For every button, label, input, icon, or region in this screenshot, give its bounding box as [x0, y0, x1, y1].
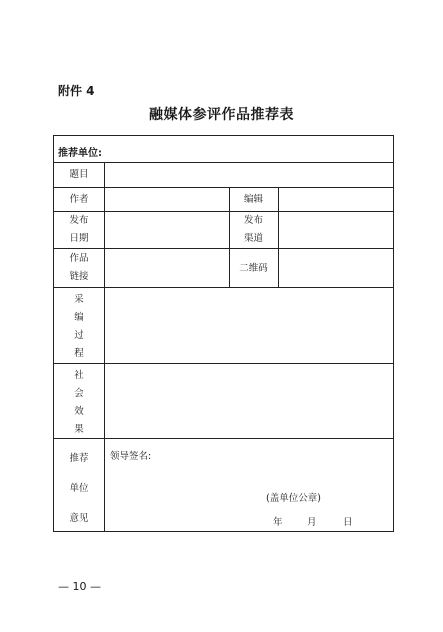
annex-label: 附件 4: [58, 84, 95, 98]
effect-char: 效: [74, 406, 84, 417]
title-label: 题目: [69, 169, 89, 180]
process-char: 过: [74, 330, 84, 341]
date-month: 月: [307, 517, 317, 528]
link-label-line1: 作品: [69, 253, 89, 264]
unit-label: 推荐单位:: [58, 148, 102, 159]
column-divider: [104, 162, 105, 531]
date-day: 日: [343, 517, 353, 528]
effect-char: 会: [74, 388, 84, 399]
rec-label-line2: 单位: [69, 483, 89, 494]
process-char: 采: [74, 294, 84, 305]
author-label: 作者: [69, 194, 89, 205]
process-char: 程: [74, 348, 84, 359]
channel-label-line2: 渠道: [243, 233, 263, 244]
pubdate-label-line2: 日期: [69, 233, 89, 244]
seal-note: (盖单位公章): [266, 493, 321, 504]
column-divider: [278, 187, 279, 287]
process-label: [54, 291, 104, 363]
channel-label-line1: 发布: [243, 215, 263, 226]
page-number: — 10 —: [58, 580, 101, 593]
editor-label: 编辑: [243, 194, 263, 205]
pubdate-label-line1: 发布: [69, 215, 89, 226]
recommendation-form: [53, 135, 394, 532]
process-char: 编: [74, 312, 84, 323]
effect-char: 果: [74, 424, 84, 435]
effect-char: 社: [74, 370, 84, 381]
rec-label-line3: 意见: [69, 513, 89, 524]
form-title: 融媒体参评作品推荐表: [149, 107, 294, 123]
qr-code-label: 二维码: [239, 263, 268, 274]
date-year: 年: [273, 517, 283, 528]
rec-label-line1: 推荐: [69, 453, 89, 464]
leader-signature-label: 领导签名:: [110, 451, 152, 462]
link-label-line2: 链接: [69, 271, 89, 282]
effect-label: [54, 367, 104, 439]
